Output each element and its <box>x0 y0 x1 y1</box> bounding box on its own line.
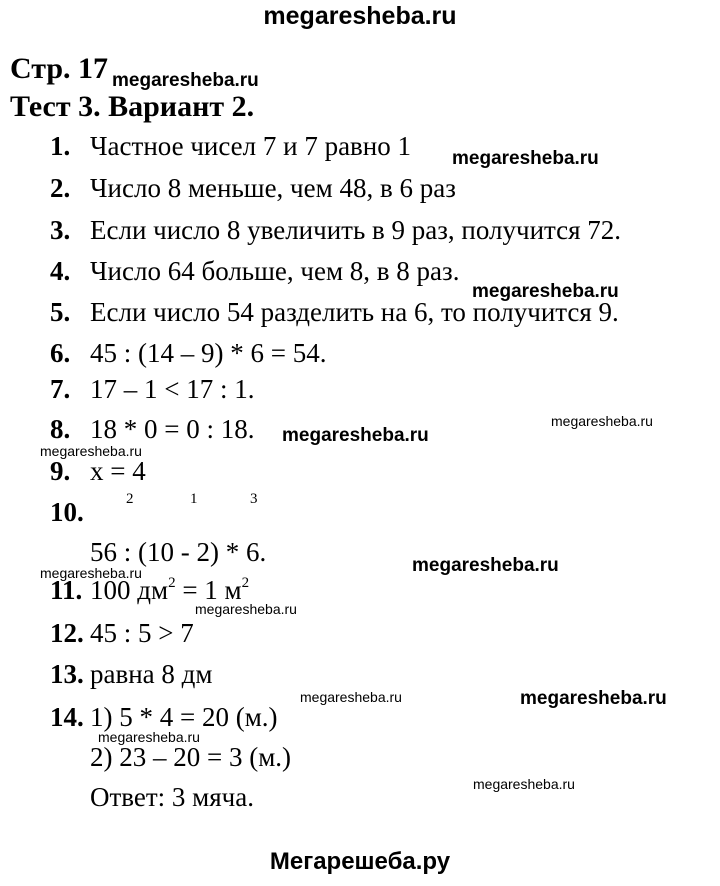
watermark-bold: megaresheba.ru <box>452 148 599 169</box>
watermark-small: megaresheba.ru <box>551 413 653 429</box>
page-label: Стр. 17 <box>10 52 109 85</box>
answer-number: 11. <box>50 575 83 605</box>
watermark-bold: megaresheba.ru <box>112 70 259 91</box>
answer-number: 4. <box>50 256 71 286</box>
answer-line: 2) 23 – 20 = 3 (м.) <box>90 742 292 772</box>
answer-number: 2. <box>50 173 71 203</box>
answer-number: 1. <box>50 131 71 161</box>
answer-text: равна 8 дм <box>90 659 213 689</box>
order-mark: 3 <box>250 491 258 507</box>
answer-line: 1) 5 * 4 = 20 (м.) <box>90 702 278 732</box>
answer-text: Если число 54 разделить на 6, то получится 9. <box>90 297 619 327</box>
answer-number: 12. <box>50 618 84 648</box>
order-mark: 1 <box>190 491 198 507</box>
answer-number: 13. <box>50 659 84 689</box>
order-mark: 2 <box>126 491 134 507</box>
answer-text: 56 : (10 - 2) * 6. <box>90 537 267 567</box>
answer-number: 7. <box>50 374 71 404</box>
watermark-bold: megaresheba.ru <box>412 555 559 576</box>
answer-text: Число 64 больше, чем 8, в 8 раз. <box>90 256 460 286</box>
answer-text: Частное чисел 7 и 7 равно 1 <box>90 131 412 161</box>
answer-line: Ответ: 3 мяча. <box>90 782 254 812</box>
watermark-small: megaresheba.ru <box>40 443 142 459</box>
watermark-small: megaresheba.ru <box>195 601 297 617</box>
answer-text: Если число 8 увеличить в 9 раз, получится 72. <box>90 215 622 245</box>
answer-number: 14. <box>50 702 84 732</box>
answer-text: x = 4 <box>90 456 146 486</box>
watermark-bold: megaresheba.ru <box>472 281 619 302</box>
answer-text: 45 : (14 – 9) * 6 = 54. <box>90 338 327 368</box>
watermark-top: megaresheba.ru <box>263 2 457 30</box>
watermark-bold: megaresheba.ru <box>520 688 667 709</box>
watermark-small: megaresheba.ru <box>300 689 402 705</box>
answer-number: 5. <box>50 297 71 327</box>
answer-text: Число 8 меньше, чем 48, в 6 раз <box>90 173 456 203</box>
answer-number: 3. <box>50 215 71 245</box>
answer-text: 45 : 5 > 7 <box>90 618 194 648</box>
answer-number: 6. <box>50 338 71 368</box>
answer-text: 18 * 0 = 0 : 18. <box>90 414 255 444</box>
answer-text: 100 $дм^2 = 1$ $м^2$ <box>90 575 250 605</box>
watermark-small: megaresheba.ru <box>40 565 142 581</box>
answer-number: 9. <box>50 456 71 486</box>
watermark-small: megaresheba.ru <box>473 776 575 792</box>
answer-text: 17 – 1 < 17 : 1. <box>90 374 255 404</box>
watermark-bold: megaresheba.ru <box>282 425 429 446</box>
answer-number: 10. <box>50 497 84 527</box>
watermark-bottom: Мегарешеба.ру <box>269 848 451 875</box>
watermark-small: megaresheba.ru <box>98 729 200 745</box>
test-title: Тест 3. Вариант 2. <box>10 90 255 123</box>
answer-number: 8. <box>50 414 71 444</box>
